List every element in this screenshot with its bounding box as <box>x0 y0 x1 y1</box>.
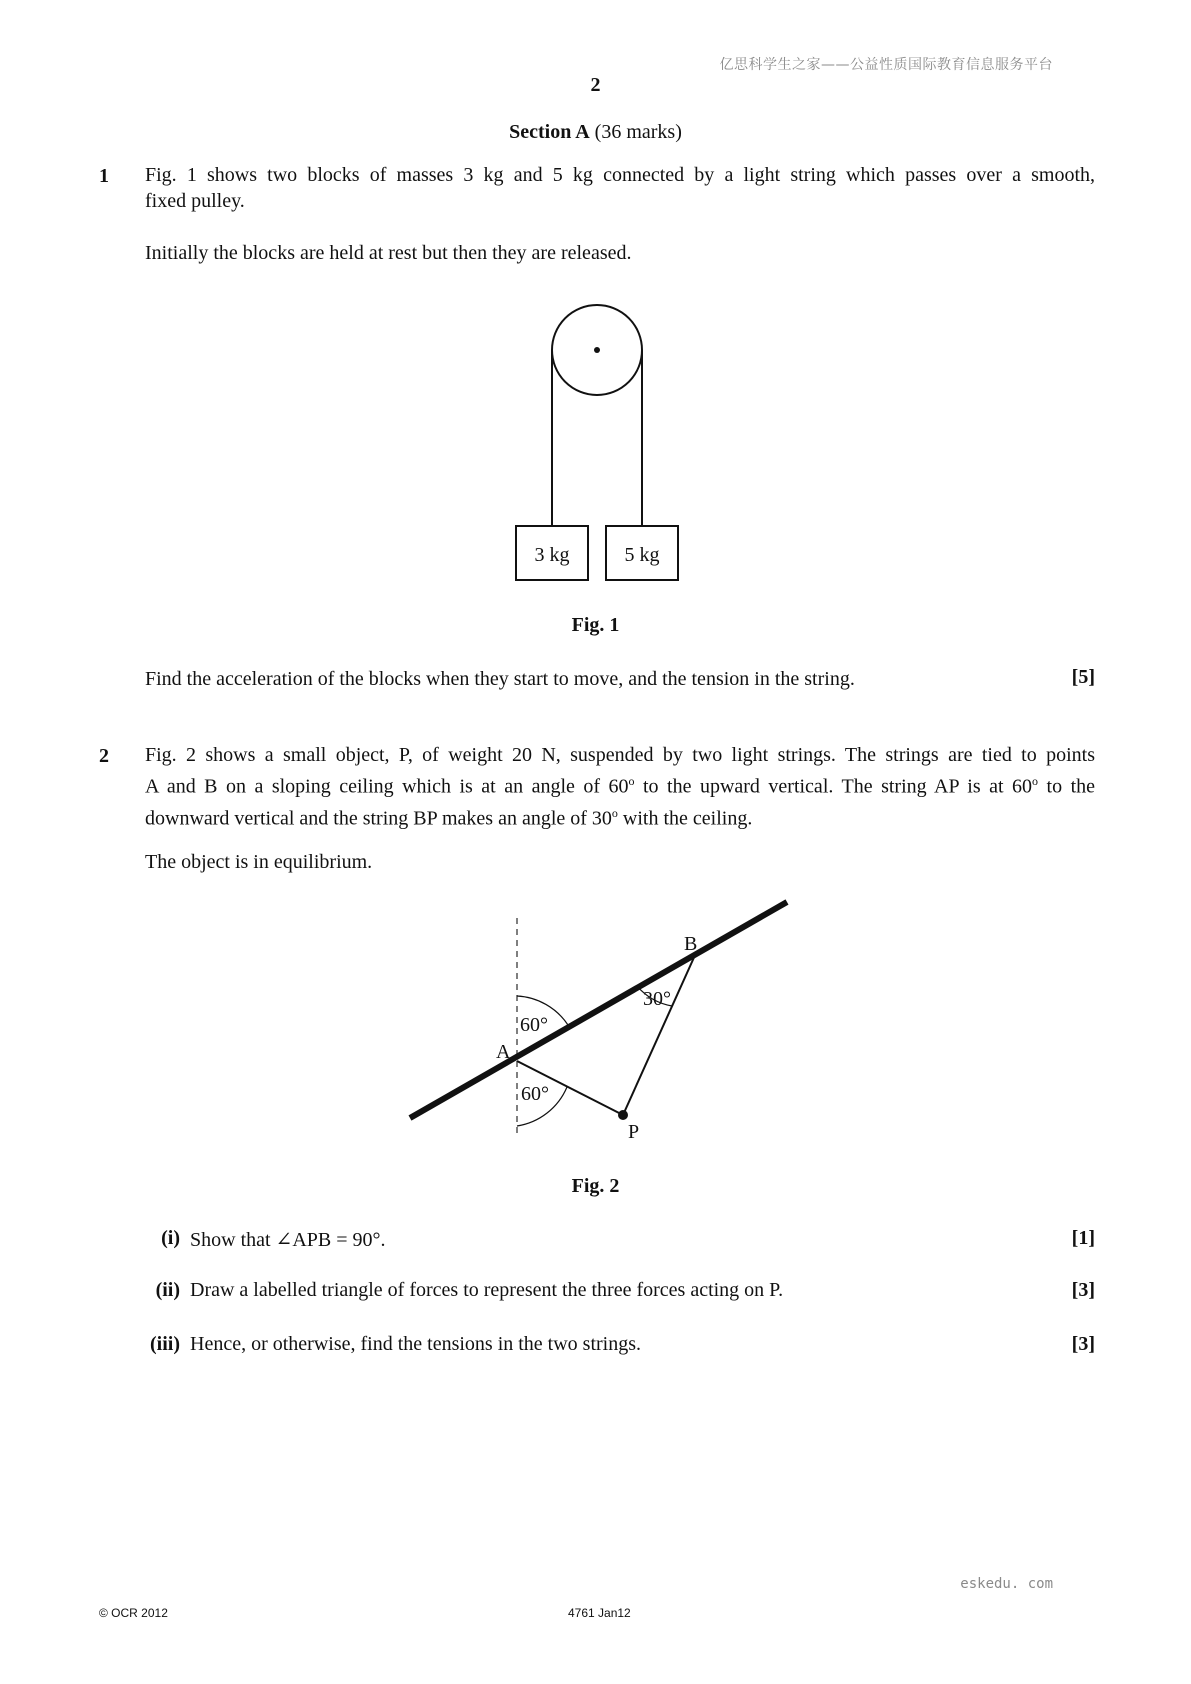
part-iii-text: Hence, or otherwise, find the tensions in the two strings. <box>190 1333 642 1355</box>
angle-label-lower: 60° <box>521 1083 549 1105</box>
figure-1-caption: Fig. 1 <box>571 614 620 636</box>
degree-symbol: o <box>611 805 618 820</box>
part-ii-marks: [3] <box>1071 1279 1095 1301</box>
label-B: B <box>684 933 698 955</box>
question-2-line-3b: with the ceiling. <box>617 807 753 830</box>
page-number: 2 <box>590 74 601 96</box>
question-1-line-2: fixed pulley. <box>145 190 245 212</box>
part-iii-marks: [3] <box>1071 1333 1095 1355</box>
question-1-marks: [5] <box>1071 666 1095 688</box>
section-title: Section A <box>509 121 590 143</box>
part-ii-number: (ii) <box>155 1279 180 1301</box>
block-3kg-label: 3 kg <box>534 544 570 566</box>
part-ii-text: Draw a labelled triangle of forces to represent the three forces acting on P. <box>190 1279 784 1301</box>
question-1-para-2: Initially the blocks are held at rest but then they are released. <box>145 242 632 264</box>
degree-symbol: o <box>628 774 635 788</box>
question-1-number: 1 <box>99 165 109 187</box>
question-2-line-1: Fig. 2 shows a small object, P, of weight 20 N, suspended by two light strings. The strings are tied to points <box>145 744 1095 766</box>
point-P <box>618 1110 628 1120</box>
part-i-number: (i) <box>161 1227 180 1249</box>
footer-watermark: eskedu. com <box>960 1576 1053 1592</box>
header-watermark: 亿思科学生之家——公益性质国际教育信息服务平台 <box>719 57 1053 73</box>
block-5kg-label: 5 kg <box>624 544 660 566</box>
part-iii-number: (iii) <box>150 1333 180 1355</box>
question-2-line-2c: to the <box>1038 775 1095 798</box>
angle-label-upper: 60° <box>520 1014 548 1036</box>
question-1-line-1: Fig. 1 shows two blocks of masses 3 kg and 5 kg connected by a light string which passes over a smooth, <box>145 164 1095 186</box>
question-2-para-2: The object is in equilibrium. <box>145 851 373 873</box>
part-i-marks: [1] <box>1071 1227 1095 1249</box>
question-2-number: 2 <box>99 745 109 767</box>
question-2-line-3a: downward vertical and the string BP makes an angle of 30 <box>145 807 612 830</box>
question-1-task: Find the acceleration of the blocks when they start to move, and the tension in the string. <box>145 668 855 690</box>
question-2-line-2a: A and B on a sloping ceiling which is at an angle of 60 <box>145 775 629 798</box>
section-marks: (36 marks) <box>594 121 682 143</box>
part-i-text: Show that ∠APB = 90°. <box>190 1229 386 1251</box>
label-A: A <box>496 1041 511 1063</box>
question-2-line-2b: to the upward vertical. The string AP is at 60 <box>634 775 1033 798</box>
footer-copyright: © OCR 2012 <box>99 1606 168 1620</box>
angle-label-B: 30° <box>643 988 671 1010</box>
degree-symbol: o <box>1032 774 1039 788</box>
footer-paper-code: 4761 Jan12 <box>568 1606 631 1620</box>
figure-2-caption: Fig. 2 <box>571 1175 620 1197</box>
sloping-ceiling <box>410 902 787 1118</box>
label-P: P <box>628 1121 640 1143</box>
